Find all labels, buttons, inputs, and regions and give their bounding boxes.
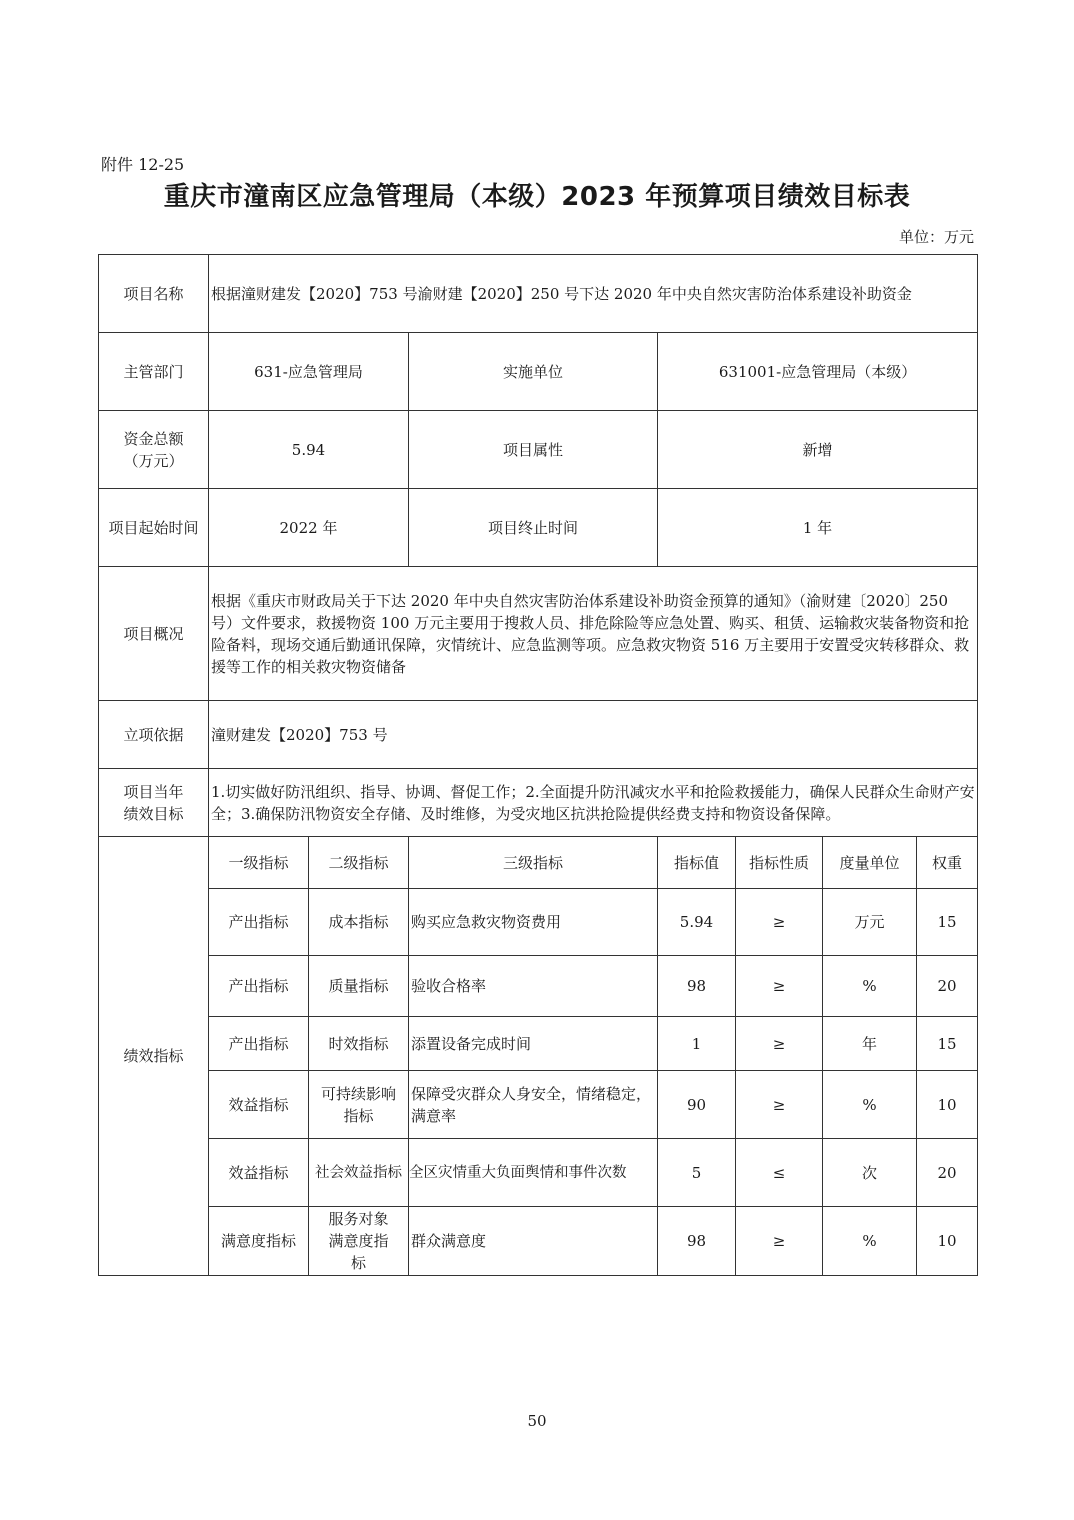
level2: 成本指标 (309, 889, 409, 956)
table-row (99, 1207, 978, 1276)
header-nature: 指标性质 (736, 837, 823, 889)
end-label: 项目终止时间 (409, 489, 658, 567)
project-name-value: 根据潼财建发【2020】753 号渝财建【2020】250 号下达 2020 年中央自然灾害防治体系建设补助资金 (209, 255, 978, 333)
level3: 添置设备完成时间 (409, 1017, 658, 1071)
page-number: 50 (527, 1412, 547, 1430)
unit: % (823, 956, 917, 1017)
attachment-label: 附件 12-25 (101, 155, 185, 174)
level3: 全区灾情重大负面舆情和事件次数 (409, 1139, 658, 1207)
level1: 产出指标 (209, 956, 309, 1017)
value: 90 (658, 1071, 736, 1139)
nature: ≥ (736, 1071, 823, 1139)
table-row (99, 1017, 978, 1071)
value: 5 (658, 1139, 736, 1207)
overview-row (99, 567, 978, 701)
weight: 10 (917, 1071, 978, 1139)
level3: 购买应急救灾物资费用 (409, 889, 658, 956)
weight: 10 (917, 1207, 978, 1276)
department-row (99, 333, 978, 411)
level2: 社会效益指标 (309, 1139, 409, 1207)
level1: 产出指标 (209, 1017, 309, 1071)
nature: ≥ (736, 1017, 823, 1071)
performance-target-table (98, 254, 978, 1276)
impl-value: 631001-应急管理局（本级） (658, 333, 978, 411)
table-row (99, 1139, 978, 1207)
indicator-header-row (99, 837, 978, 889)
header-level1: 一级指标 (209, 837, 309, 889)
project-name-row (99, 255, 978, 333)
dept-label: 主管部门 (99, 333, 209, 411)
value: 98 (658, 956, 736, 1017)
overview-label: 项目概况 (99, 567, 209, 701)
value: 1 (658, 1017, 736, 1071)
unit: % (823, 1071, 917, 1139)
attr-value: 新增 (658, 411, 978, 489)
level3: 验收合格率 (409, 956, 658, 1017)
end-value: 1 年 (658, 489, 978, 567)
fund-label: 资金总额（万元） (99, 411, 209, 489)
header-level2: 二级指标 (309, 837, 409, 889)
overview-text: 根据《重庆市财政局关于下达 2020 年中央自然灾害防治体系建设补助资金预算的通知》（渝财建〔2020〕250 号）文件要求，救援物资 100 万元主要用于搜救人员、排危除险等应急处置、购买、租赁、运输救灾装备物资和抢险备料，现场交通后勤通讯保障，灾情统计、应急监测等项。应急救灾物资 516 万主要用于安置受灾转移群众、救援等工作的相关救灾物资储备 (209, 567, 978, 701)
level2: 服务对象满意度指标 (309, 1207, 409, 1276)
nature: ≥ (736, 889, 823, 956)
impl-label: 实施单位 (409, 333, 658, 411)
goal-label: 项目当年绩效目标 (99, 769, 209, 837)
level1: 效益指标 (209, 1071, 309, 1139)
unit: 万元 (823, 889, 917, 956)
basis-label: 立项依据 (99, 701, 209, 769)
unit: 年 (823, 1017, 917, 1071)
value: 98 (658, 1207, 736, 1276)
unit-label: 单位：万元 (898, 228, 974, 246)
header-level3: 三级指标 (409, 837, 658, 889)
basis-text: 潼财建发【2020】753 号 (209, 701, 978, 769)
attr-label: 项目属性 (409, 411, 658, 489)
basis-row (99, 701, 978, 769)
document-title: 重庆市潼南区应急管理局（本级）2023 年预算项目绩效目标表 (163, 182, 911, 212)
table-row (99, 956, 978, 1017)
dept-value: 631-应急管理局 (209, 333, 409, 411)
level2: 质量指标 (309, 956, 409, 1017)
level1: 效益指标 (209, 1139, 309, 1207)
unit: 次 (823, 1139, 917, 1207)
project-name-label: 项目名称 (99, 255, 209, 333)
nature: ≤ (736, 1139, 823, 1207)
table-row (99, 1071, 978, 1139)
header-weight: 权重 (917, 837, 978, 889)
weight: 20 (917, 1139, 978, 1207)
level3: 保障受灾群众人身安全，情绪稳定，满意率 (409, 1071, 658, 1139)
value: 5.94 (658, 889, 736, 956)
indicator-section-label: 绩效指标 (99, 837, 209, 1276)
nature: ≥ (736, 1207, 823, 1276)
header-unit: 度量单位 (823, 837, 917, 889)
fund-row (99, 411, 978, 489)
nature: ≥ (736, 956, 823, 1017)
weight: 15 (917, 1017, 978, 1071)
weight: 20 (917, 956, 978, 1017)
level1: 产出指标 (209, 889, 309, 956)
level2: 时效指标 (309, 1017, 409, 1071)
unit: % (823, 1207, 917, 1276)
fund-value: 5.94 (209, 411, 409, 489)
level1: 满意度指标 (209, 1207, 309, 1276)
header-value: 指标值 (658, 837, 736, 889)
start-value: 2022 年 (209, 489, 409, 567)
time-row (99, 489, 978, 567)
level2: 可持续影响指标 (309, 1071, 409, 1139)
start-label: 项目起始时间 (99, 489, 209, 567)
goal-row (99, 769, 978, 837)
goal-text: 1.切实做好防汛组织、指导、协调、督促工作；2.全面提升防汛减灾水平和抢险救援能力，确保人民群众生命财产安全；3.确保防汛物资安全存储、及时维修，为受灾地区抗洪抢险提供经费支持和物资设备保障。 (209, 769, 978, 837)
level3: 群众满意度 (409, 1207, 658, 1276)
table-row (99, 889, 978, 956)
weight: 15 (917, 889, 978, 956)
